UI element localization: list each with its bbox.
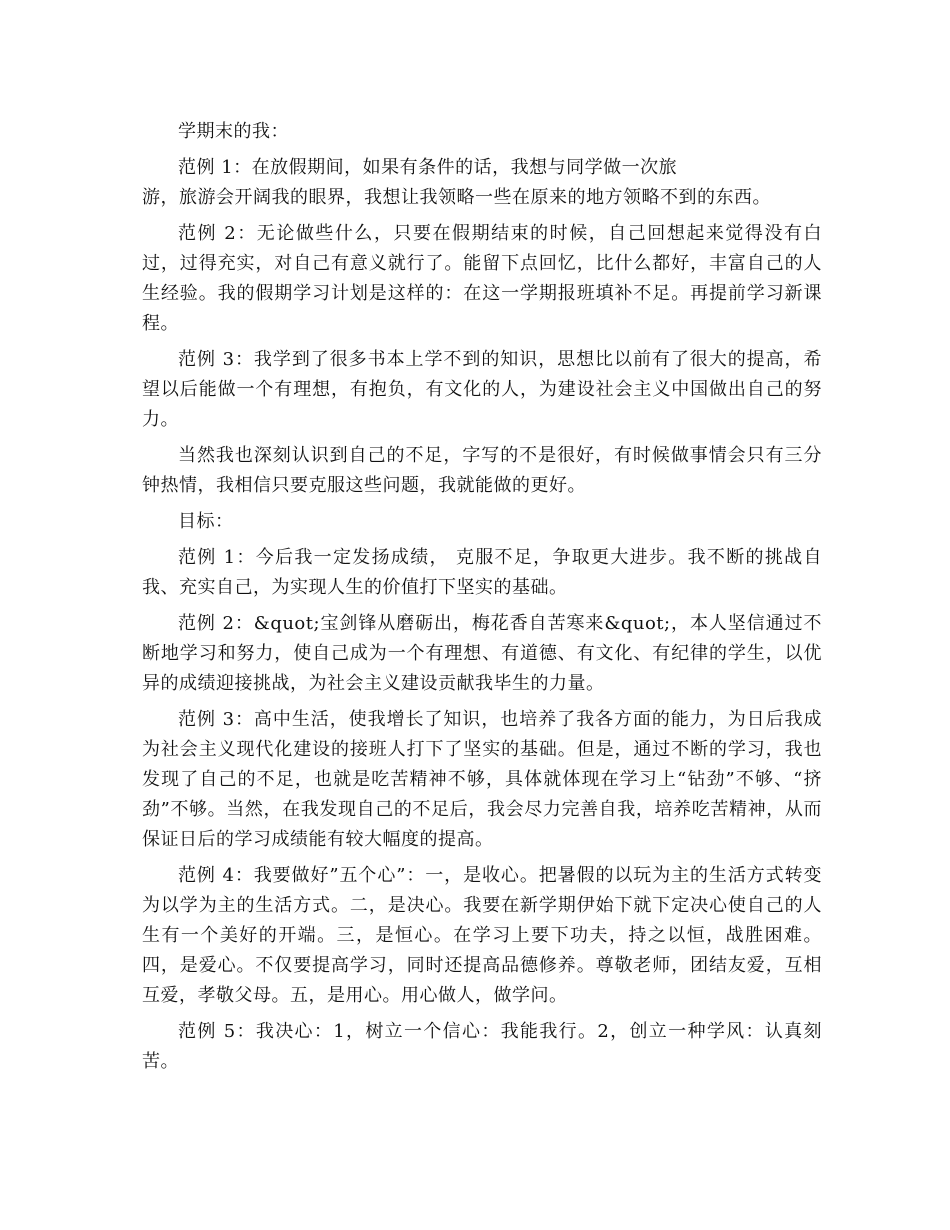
paragraph-reflection: 当然我也深刻认识到自己的不足，字写的不是很好，有时候做事情会只有三分钟热情，我相信只要克服这些问题，我就能做的更好。 [142, 445, 822, 496]
paragraph-goal-example-3: 范例 3：高中生活，使我增长了知识，也培养了我各方面的能力，为日后我成为社会主义现代化建设的接班人打下了坚实的基础。但是，通过不断的学习，我也发现了自己的不足，也就是吃苦精神不够，具体就体现在学习上“钻劲”不够、“挤劲”不够。当然，在我发现自己的不足后，我会尽力完善自我，培养吃苦精神，从而保证日后的学习成绩能有较大幅度的提高。 [142, 709, 822, 850]
paragraph-example-1 [142, 153, 822, 213]
paragraph-goal-example-1: 范例 1：今后我一定发扬成绩， 克服不足，争取更大进步。我不断的挑战自我、充实自己，为实现人生的价值打下坚实的基础。 [142, 547, 822, 598]
paragraph-line: 范例 1：在放假期间，如果有条件的话，我想与同学做一次旅 [178, 157, 678, 178]
paragraph-example-3: 范例 3：我学到了很多书本上学不到的知识，思想比以前有了很大的提高，希望以后能做一个有理想，有抱负，有文化的人，为建设社会主义中国做出自己的努力。 [142, 349, 822, 430]
section-heading-term-end: 学期末的我： [178, 121, 289, 142]
paragraph-line: 游，旅游会开阔我的眼界，我想让我领略一些在原来的地方领略不到的东西。 [142, 187, 771, 208]
paragraph-example-2: 范例 2：无论做些什么，只要在假期结束的时候，自己回想起来觉得没有白过，过得充实，对自己有意义就行了。能留下点回忆，比什么都好，丰富自己的人生经验。我的假期学习计划是这样的：在这一学期报班填补不足。再提前学习新课程。 [142, 223, 822, 334]
section-heading-goals: 目标： [178, 511, 234, 532]
document-body [142, 117, 822, 1083]
paragraph-goal-example-4: 范例 4：我要做好”五个心”：一，是收心。把暑假的以玩为主的生活方式转变为以学为主的生活方式。二，是决心。我要在新学期伊始下就下定决心使自己的人生有一个美好的开端。三，是恒心。在学习上要下功夫，持之以恒，战胜困难。四，是爱心。不仅要提高学习，同时还提高品德修养。尊敬老师，团结友爱，互相互爱，孝敬父母。五，是用心。用心做人，做学问。 [142, 865, 822, 1006]
paragraph-goal-example-2: 范例 2：&quot;宝剑锋从磨砺出，梅花香自苦寒来&quot;，本人坚信通过不断地学习和努力，使自己成为一个有理想、有道德、有文化、有纪律的学生，以优异的成绩迎接挑战，为社会主义建设贡献我毕生的力量。 [142, 613, 822, 694]
paragraph-goal-example-5: 范例 5：我决心：1，树立一个信心：我能我行。2，创立一种学风：认真刻苦。 [142, 1021, 822, 1072]
